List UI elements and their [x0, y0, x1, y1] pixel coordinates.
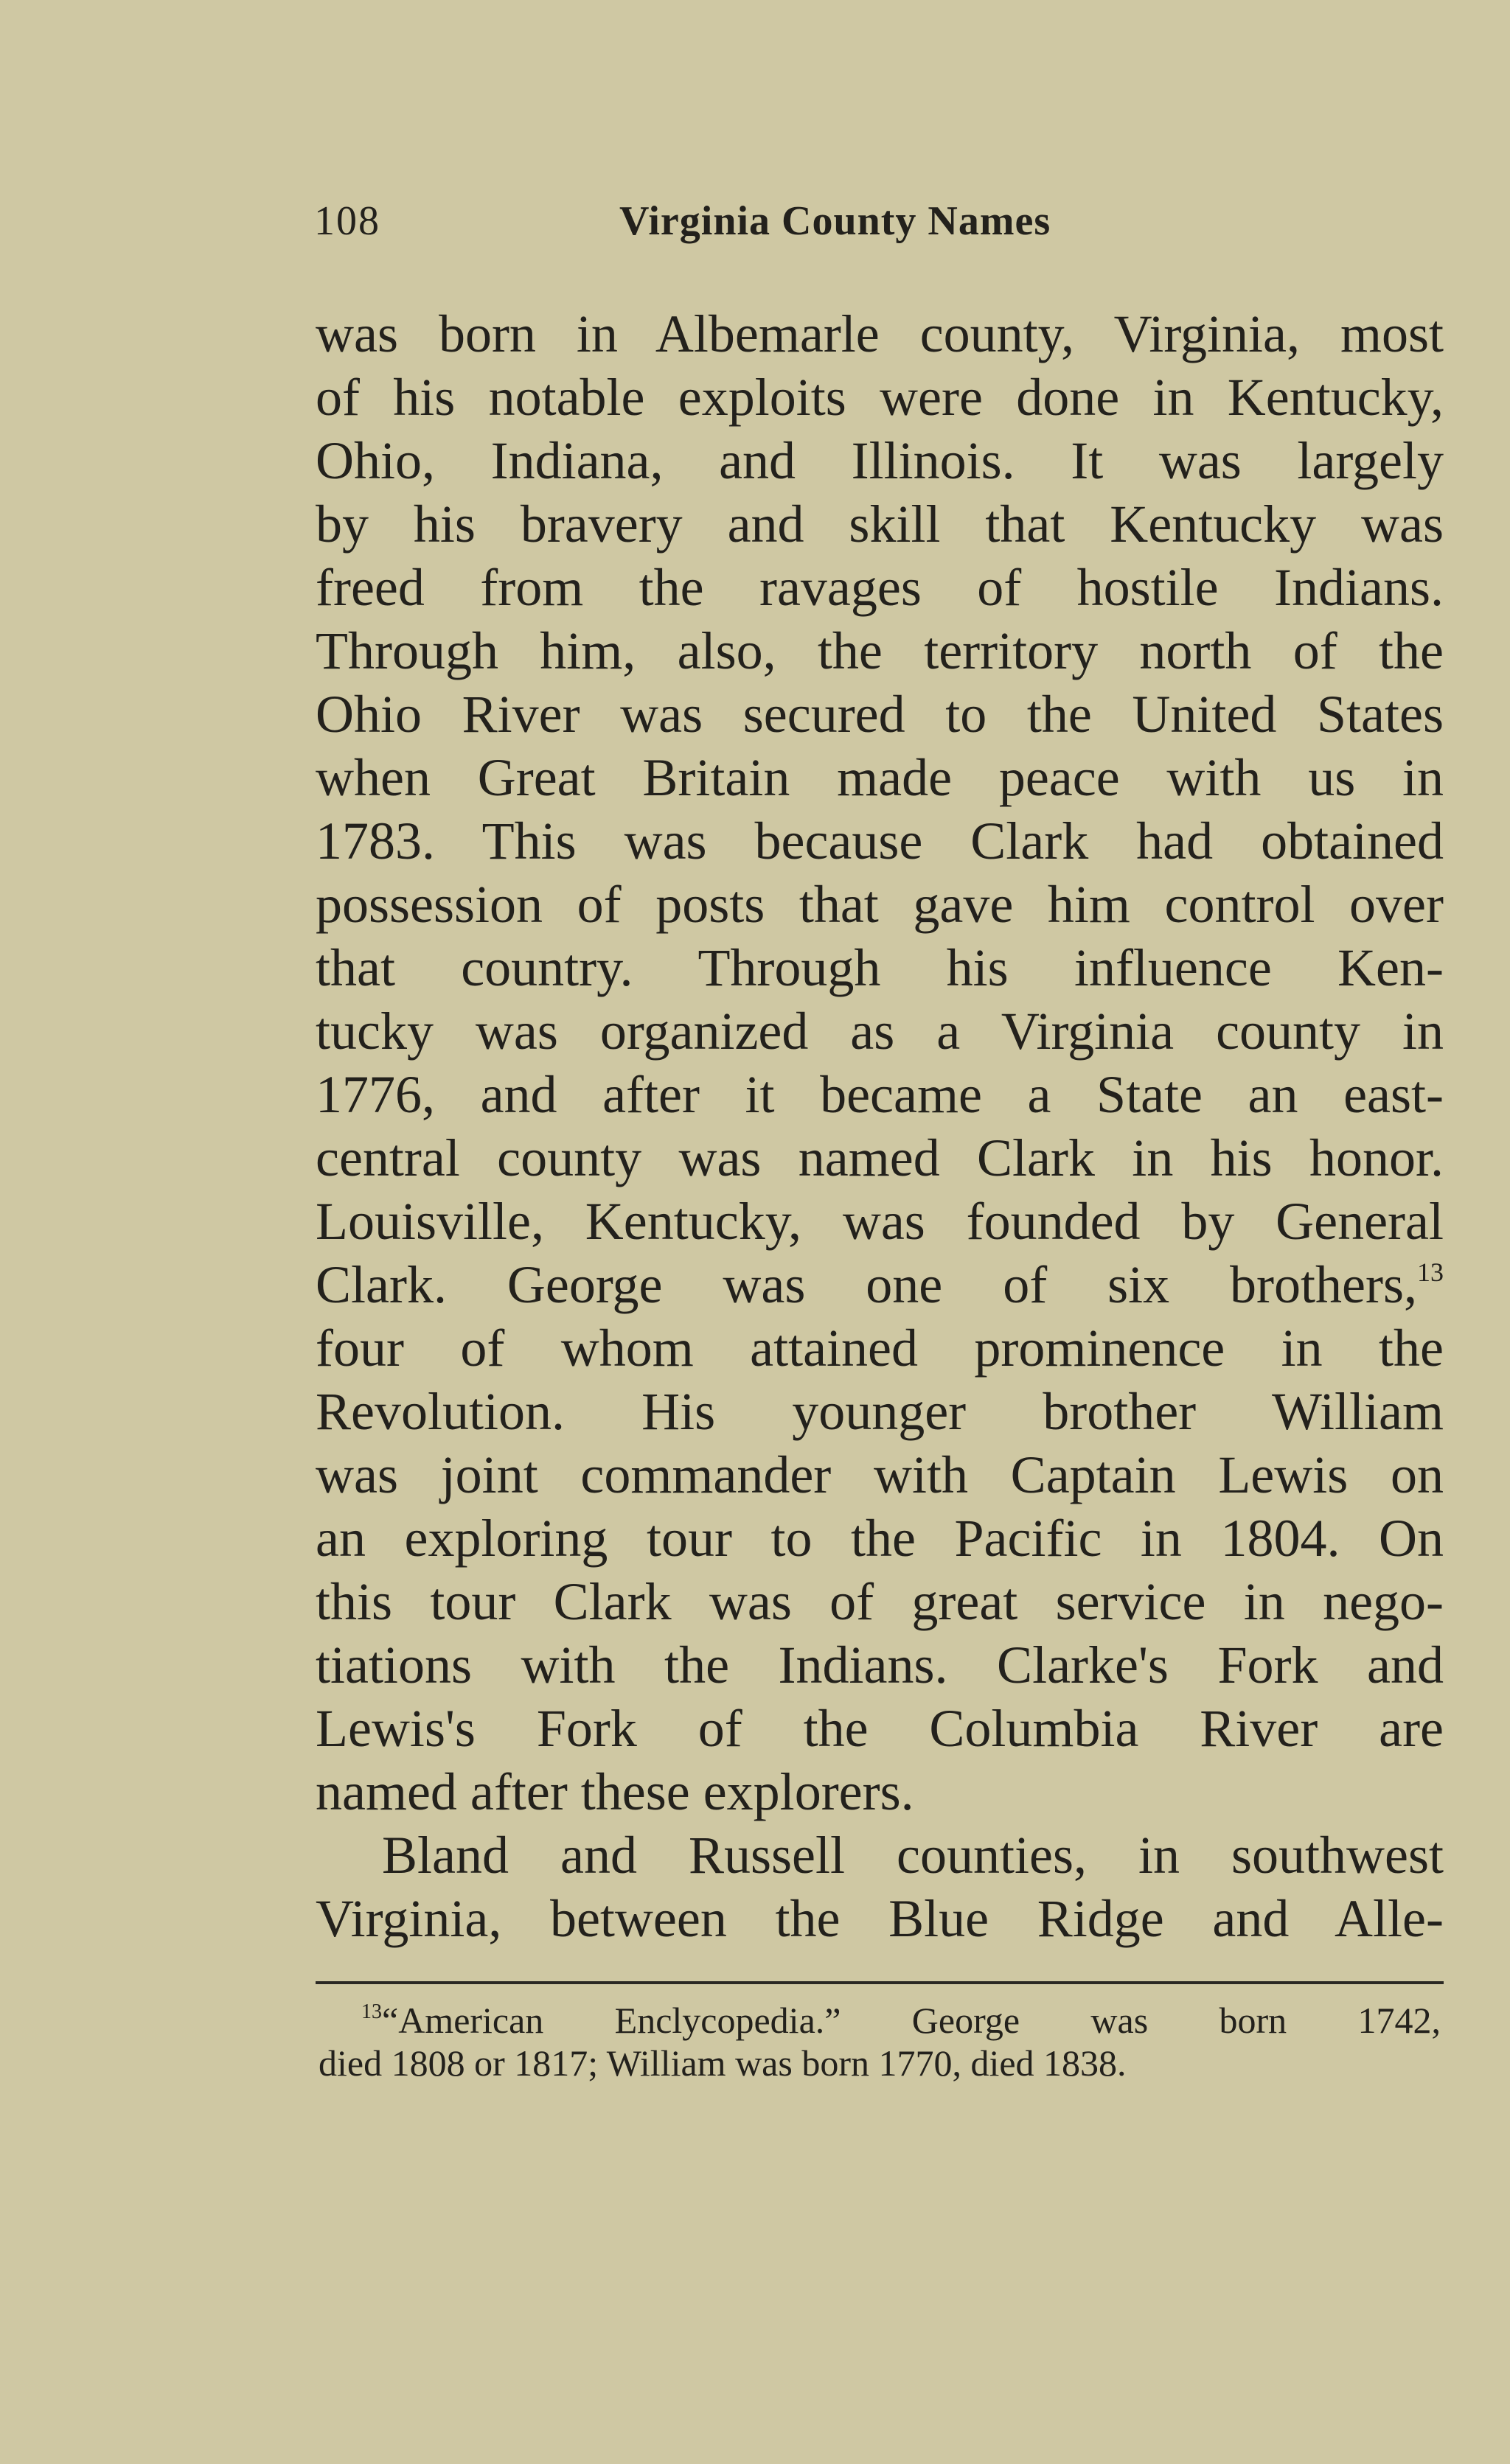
text-line: was joint commander with Captain Lewis on — [316, 1445, 1444, 1504]
footnote-line — [319, 1999, 1441, 2042]
text-line: freed from the ravages of hostile Indians. — [316, 558, 1444, 617]
text-line: Virginia, between the Blue Ridge and Alle- — [316, 1889, 1444, 1948]
text-line: when Great Britain made peace with us in — [316, 748, 1444, 807]
text-line: named after these explorers. — [316, 1762, 914, 1821]
text-line: of his notable exploits were done in Kentucky, — [316, 368, 1444, 427]
text-line: 1776, and after it became a State an east- — [316, 1065, 1444, 1124]
text-line: Bland and Russell counties, in southwest — [382, 1826, 1444, 1885]
text-line: central county was named Clark in his honor. — [316, 1128, 1444, 1187]
page-header — [314, 198, 1140, 249]
text-line: Revolution. His younger brother William — [316, 1382, 1444, 1441]
running-title: Virginia County Names — [619, 198, 1051, 244]
text-line: tucky was organized as a Virginia county in — [316, 1002, 1444, 1061]
footnote-line: died 1808 or 1817; William was born 1770, died 1838. — [319, 2042, 1127, 2084]
footnote-divider — [316, 1981, 1444, 1984]
text-line: Ohio River was secured to the United States — [316, 685, 1444, 744]
text-line: four of whom attained prominence in the — [316, 1319, 1444, 1378]
footnote-marker: 13 — [361, 2000, 382, 2023]
text-line: Through him, also, the territory north of the — [316, 621, 1444, 680]
text-line: possession of posts that gave him control over — [316, 875, 1444, 934]
text-line: that country. Through his influence Ken- — [316, 938, 1444, 997]
footnote-reference[interactable]: 13 — [1417, 1257, 1444, 1287]
text-line: 1783. This was because Clark had obtained — [316, 812, 1444, 870]
text-line: an exploring tour to the Pacific in 1804. On — [316, 1509, 1444, 1568]
text-line: was born in Albemarle county, Virginia, most — [316, 304, 1444, 363]
text-line: Lewis's Fork of the Columbia River are — [316, 1699, 1444, 1758]
text-line: Ohio, Indiana, and Illinois. It was largely — [316, 431, 1444, 490]
text-segment: Clark. George was one of six brothers, — [316, 1255, 1417, 1314]
text-line: tiations with the Indians. Clarke's Fork and — [316, 1636, 1444, 1695]
text-line: this tour Clark was of great service in nego- — [316, 1572, 1444, 1631]
text-line-with-footnote-ref — [316, 1253, 1444, 1316]
text-line: by his bravery and skill that Kentucky was — [316, 495, 1444, 554]
page-number: 108 — [314, 198, 380, 244]
footnote — [319, 1999, 1441, 2084]
body-text — [316, 302, 1444, 1950]
text-line: Louisville, Kentucky, was founded by General — [316, 1192, 1444, 1251]
footnote-text: “American Enclycopedia.” George was born 1742, — [382, 2000, 1441, 2041]
